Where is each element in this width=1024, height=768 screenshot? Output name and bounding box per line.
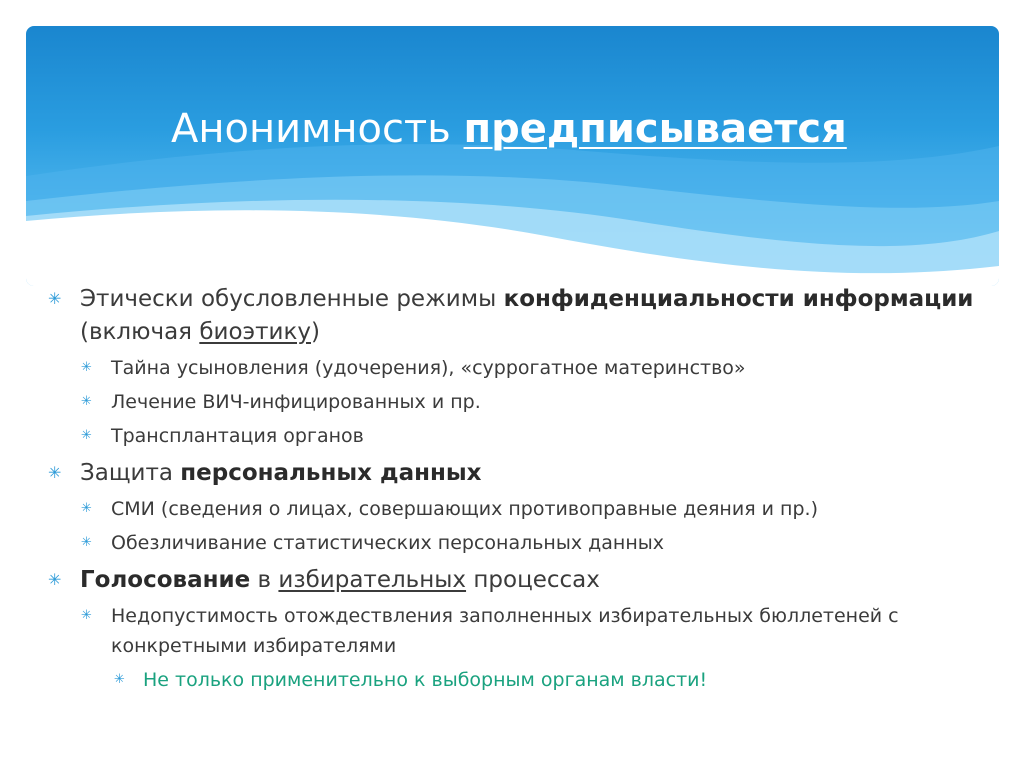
wave-decoration xyxy=(26,26,999,286)
bullet-list xyxy=(48,277,998,695)
item-text: процессах xyxy=(466,567,600,593)
list-subitem xyxy=(48,601,998,661)
asterisk-bullet-icon: ✳ xyxy=(114,672,125,687)
subitem-text: Лечение ВИЧ-инфицированных и пр. xyxy=(111,391,481,413)
asterisk-bullet-icon: ✳ xyxy=(81,428,92,443)
subitem-text: Обезличивание статистических персональных данных xyxy=(111,532,665,554)
title-emphasis: предписывается xyxy=(463,106,847,152)
asterisk-bullet-icon: ✳ xyxy=(48,570,62,589)
title-banner xyxy=(26,26,999,286)
asterisk-bullet-icon: ✳ xyxy=(81,501,92,516)
list-subitem xyxy=(48,528,998,558)
electoral-link[interactable]: избирательных xyxy=(278,567,467,593)
list-item xyxy=(48,283,998,349)
subsubitem-text: Не только применительно к выборным органам власти! xyxy=(143,669,708,691)
item-text: Защита xyxy=(80,460,181,486)
asterisk-bullet-icon: ✳ xyxy=(81,608,92,623)
item-bold-text: Голосование xyxy=(80,567,251,593)
subitem-text: СМИ (сведения о лицах, совершающих противоправные деяния и пр.) xyxy=(111,498,818,520)
asterisk-bullet-icon: ✳ xyxy=(81,360,92,375)
list-subitem xyxy=(48,353,998,383)
list-item xyxy=(48,564,998,597)
item-text: Этически обусловленные режимы xyxy=(80,286,504,312)
subitem-text: Тайна усыновления (удочерения), «суррогатное материнство» xyxy=(111,357,746,379)
list-subitem xyxy=(48,387,998,417)
list-subitem xyxy=(48,494,998,524)
page-title xyxy=(171,106,847,152)
list-subitem xyxy=(48,421,998,451)
asterisk-bullet-icon: ✳ xyxy=(48,463,62,482)
asterisk-bullet-icon: ✳ xyxy=(48,289,62,308)
bioethics-link[interactable]: биоэтику xyxy=(199,319,311,345)
title-plain: Анонимность xyxy=(171,106,464,152)
asterisk-bullet-icon: ✳ xyxy=(81,535,92,550)
item-bold-text: конфиденциальности информации xyxy=(503,286,974,312)
asterisk-bullet-icon: ✳ xyxy=(81,394,92,409)
item-bold-text: персональных данных xyxy=(180,460,482,486)
list-item xyxy=(48,457,998,490)
item-text: (включая xyxy=(80,319,200,345)
item-text: в xyxy=(250,567,279,593)
subitem-text: Трансплантация органов xyxy=(111,425,364,447)
item-text: ) xyxy=(311,319,320,345)
list-subsubitem xyxy=(48,665,998,695)
subitem-text: Недопустимость отождествления заполненных избирательных бюллетеней с конкретными избирателями xyxy=(111,605,899,657)
